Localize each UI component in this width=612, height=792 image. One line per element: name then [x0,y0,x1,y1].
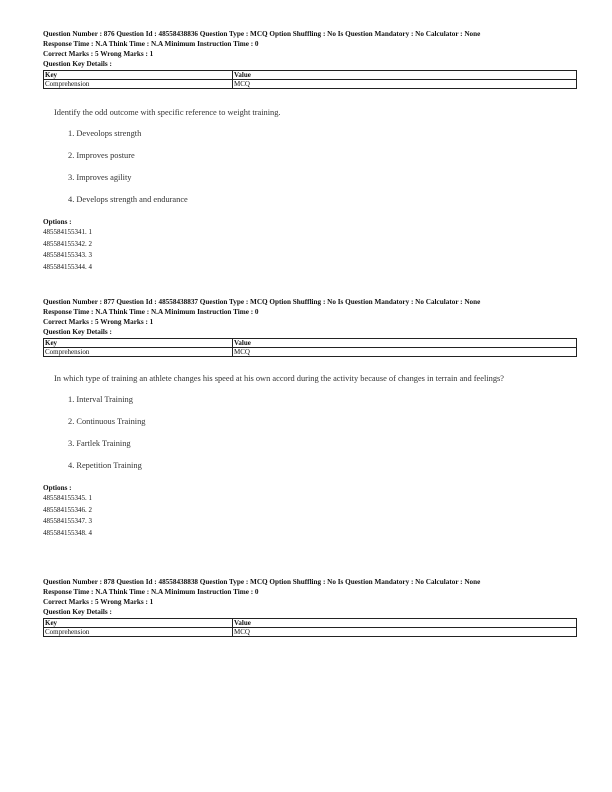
question-header-line1: Question Number : 877 Question Id : 48558438837 Question Type : MCQ Option Shuffling : No Is Question Mandatory : No Calculator : None [43,298,481,306]
key-details-table [43,618,577,637]
question-header-line1: Question Number : 876 Question Id : 48558438836 Question Type : MCQ Option Shuffling : No Is Question Mandatory : No Calculator : None [43,30,481,38]
option-id: 485584155348. 4 [43,528,92,537]
question-header-line1: Question Number : 878 Question Id : 48558438838 Question Type : MCQ Option Shuffling : No Is Question Mandatory : No Calculator : None [43,578,481,586]
key-cell: Comprehension [44,80,233,89]
option-id: 485584155347. 3 [43,517,92,525]
question-text: Identify the odd outcome with specific reference to weight training. [54,108,281,117]
key-header-cell: Key [44,71,233,80]
choice-item: 2. Improves posture [68,151,135,160]
choice-item: 2. Continuous Training [68,417,146,426]
key-header-cell: Key [44,619,233,628]
value-cell: MCQ [233,80,577,89]
choice-item: 3. Fartlek Training [68,439,131,448]
table-row [44,628,577,637]
question-block-878 [43,578,577,637]
question-block-877 [43,298,577,539]
table-row [44,80,577,89]
key-details-table [43,70,577,89]
table-header-row [44,339,577,348]
option-id: 485584155344. 4 [43,262,92,271]
question-header-line2: Response Time : N.A Think Time : N.A Minimum Instruction Time : 0 [43,39,259,48]
value-header-cell: Value [233,339,577,348]
question-block-876 [43,30,577,273]
choice-item: 1. Interval Training [68,395,133,404]
question-header-line2: Response Time : N.A Think Time : N.A Minimum Instruction Time : 0 [43,307,259,316]
key-details-label: Question Key Details : [43,328,112,336]
options-label: Options : [43,218,72,226]
key-details-label: Question Key Details : [43,608,112,616]
option-id: 485584155346. 2 [43,505,92,514]
marks-line: Correct Marks : 5 Wrong Marks : 1 [43,598,154,606]
key-header-cell: Key [44,339,233,348]
option-id: 485584155345. 1 [43,494,92,502]
table-header-row [44,619,577,628]
choice-list [68,394,577,482]
value-cell: MCQ [233,348,577,357]
choice-item: 1. Deveolops strength [68,129,142,138]
question-header-line2: Response Time : N.A Think Time : N.A Minimum Instruction Time : 0 [43,587,259,596]
option-id: 485584155342. 2 [43,239,92,248]
option-id: 485584155341. 1 [43,228,92,236]
choice-item: 4. Repetition Training [68,461,142,470]
value-header-cell: Value [233,71,577,80]
value-cell: MCQ [233,628,577,637]
table-row [44,348,577,357]
options-label: Options : [43,484,72,492]
choice-list [68,128,577,216]
question-text: In which type of training an athlete changes his speed at his own accord during the activity because of changes in terrain and feelings? [54,374,504,383]
key-cell: Comprehension [44,628,233,637]
choice-item: 4. Develops strength and endurance [68,195,188,204]
value-header-cell: Value [233,619,577,628]
key-details-label: Question Key Details : [43,60,112,68]
key-details-table [43,338,577,357]
table-header-row [44,71,577,80]
marks-line: Correct Marks : 5 Wrong Marks : 1 [43,50,154,58]
marks-line: Correct Marks : 5 Wrong Marks : 1 [43,318,154,326]
choice-item: 3. Improves agility [68,173,132,182]
option-id: 485584155343. 3 [43,251,92,259]
key-cell: Comprehension [44,348,233,357]
